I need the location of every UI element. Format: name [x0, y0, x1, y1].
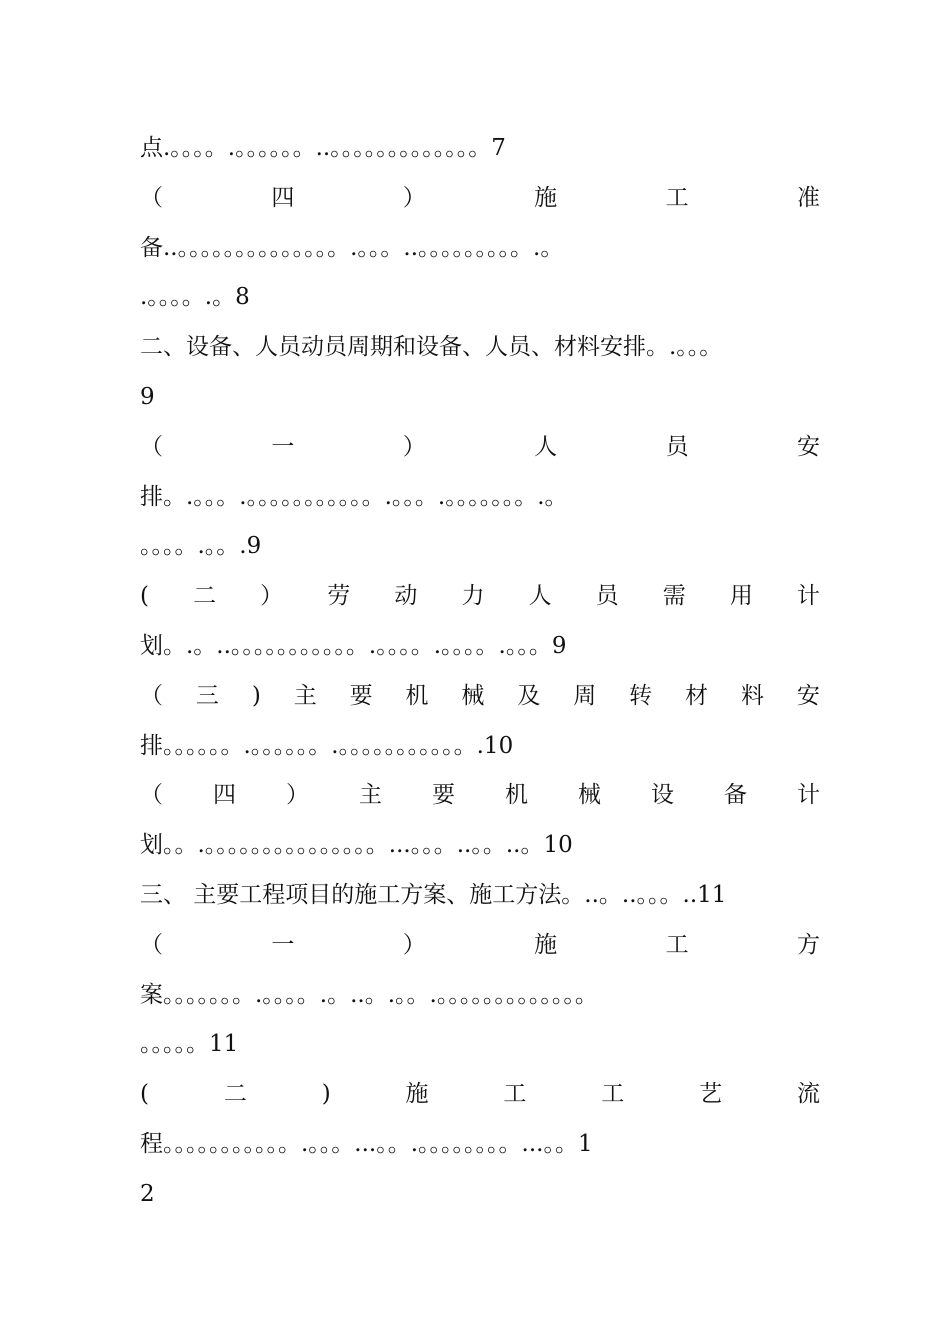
toc-char: 劳	[327, 583, 351, 610]
toc-char: 施	[534, 184, 558, 211]
toc-line: 。。。。.。。.9	[140, 533, 262, 560]
toc-char: 机	[505, 782, 528, 809]
toc-char: 工	[601, 1081, 625, 1108]
toc-char: 流	[796, 1081, 820, 1108]
toc-char: ）	[260, 583, 284, 610]
toc-line: 划。.。..。。。。。。。。。。。.。。。。.。。。。.。。。9	[140, 632, 567, 659]
toc-char: 用	[729, 583, 753, 610]
toc-char: 转	[629, 682, 653, 709]
toc-char: 机	[405, 682, 429, 709]
toc-char: （	[140, 682, 163, 709]
toc-char: 人	[534, 433, 558, 460]
toc-char: )	[251, 682, 261, 709]
toc-char: 需	[662, 583, 686, 610]
toc-char: 主	[293, 682, 317, 709]
toc-char: 准	[796, 184, 820, 211]
toc-char: 施	[405, 1081, 429, 1108]
toc-char: ）	[402, 184, 426, 211]
toc-char: 人	[528, 583, 552, 610]
toc-line: 排。.。。。.。。。。。。。。。。。.。。。.。。。。。。。.。	[140, 483, 568, 510]
toc-line: .。。。。.。8	[140, 284, 250, 311]
toc-char: 动	[394, 583, 418, 610]
toc-char: (	[140, 583, 149, 610]
toc-char: 四	[271, 184, 295, 211]
toc-char: 艺	[699, 1081, 723, 1108]
toc-page	[140, 124, 820, 1220]
toc-char: 备	[724, 782, 747, 809]
toc-line: 备..。。。。。。。。。。。。。。.。。。..。。。。。。。。。.。	[140, 234, 564, 261]
toc-char: 材	[685, 682, 709, 709]
toc-char: 四	[213, 782, 236, 809]
toc-char: 力	[461, 583, 485, 610]
toc-char: 工	[665, 184, 689, 211]
toc-char: 及	[517, 682, 541, 709]
toc-line: 二、设备、人员动员周期和设备、人员、材料安排。.。。。	[140, 334, 723, 361]
toc-char: （	[140, 433, 163, 460]
toc-line: 三、 主要工程项目的施工方案、施工方法。..。..。。。..11	[140, 881, 727, 908]
toc-char: 一	[271, 931, 295, 958]
toc-char: 料	[740, 682, 764, 709]
toc-line: 划。。.。。。。。。。。。。。。。。。...。。。..。。..。10	[140, 832, 573, 859]
toc-line: 点.。。。。.。。。。。。..。。。。。。。。。。。。。7	[140, 135, 506, 161]
toc-char: 施	[534, 931, 558, 958]
toc-char: ）	[402, 433, 426, 460]
toc-char: 一	[271, 433, 295, 460]
toc-line	[140, 174, 820, 224]
toc-char: 员	[665, 433, 689, 460]
toc-char: 设	[651, 782, 674, 809]
toc-char: 要	[432, 782, 455, 809]
toc-line	[140, 572, 820, 622]
toc-char: ）	[286, 782, 309, 809]
toc-char: 主	[359, 782, 382, 809]
toc-char: （	[140, 782, 163, 809]
toc-char: 要	[349, 682, 373, 709]
toc-line	[140, 771, 820, 821]
toc-char: 计	[796, 583, 820, 610]
toc-char: （	[140, 931, 163, 958]
toc-line: 2	[140, 1180, 155, 1207]
toc-char: (	[140, 1081, 149, 1108]
toc-line: 程。。。。。。。。。。。.。。。...。。.。。。。。。。。...。。1	[140, 1130, 593, 1157]
toc-char: )	[321, 1081, 331, 1108]
toc-char: 安	[796, 682, 820, 709]
toc-char: 工	[665, 931, 689, 958]
toc-line: 案。。。。。。。.。。。。.。..。.。。.。。。。。。。。。。。。。	[140, 981, 598, 1008]
toc-char: 方	[796, 931, 820, 958]
toc-line	[140, 423, 820, 473]
toc-char: 二	[193, 583, 217, 610]
toc-char: 械	[578, 782, 601, 809]
toc-char: 工	[503, 1081, 527, 1108]
toc-char: ）	[402, 931, 426, 958]
toc-char: 计	[797, 782, 820, 809]
toc-char: 三	[195, 682, 219, 709]
toc-char: 安	[796, 433, 820, 460]
toc-char: 二	[223, 1081, 247, 1108]
toc-line	[140, 672, 820, 722]
toc-line: 排。。。。。。.。。。。。。.。。。。。。。。。。。.10	[140, 732, 514, 759]
toc-char: （	[140, 184, 163, 211]
toc-line: 。。。。。11	[140, 1031, 239, 1058]
toc-line: 9	[140, 383, 155, 410]
toc-line	[140, 921, 820, 971]
toc-char: 周	[573, 682, 597, 709]
toc-char: 员	[595, 583, 619, 610]
toc-line	[140, 1070, 820, 1120]
toc-char: 械	[461, 682, 485, 709]
